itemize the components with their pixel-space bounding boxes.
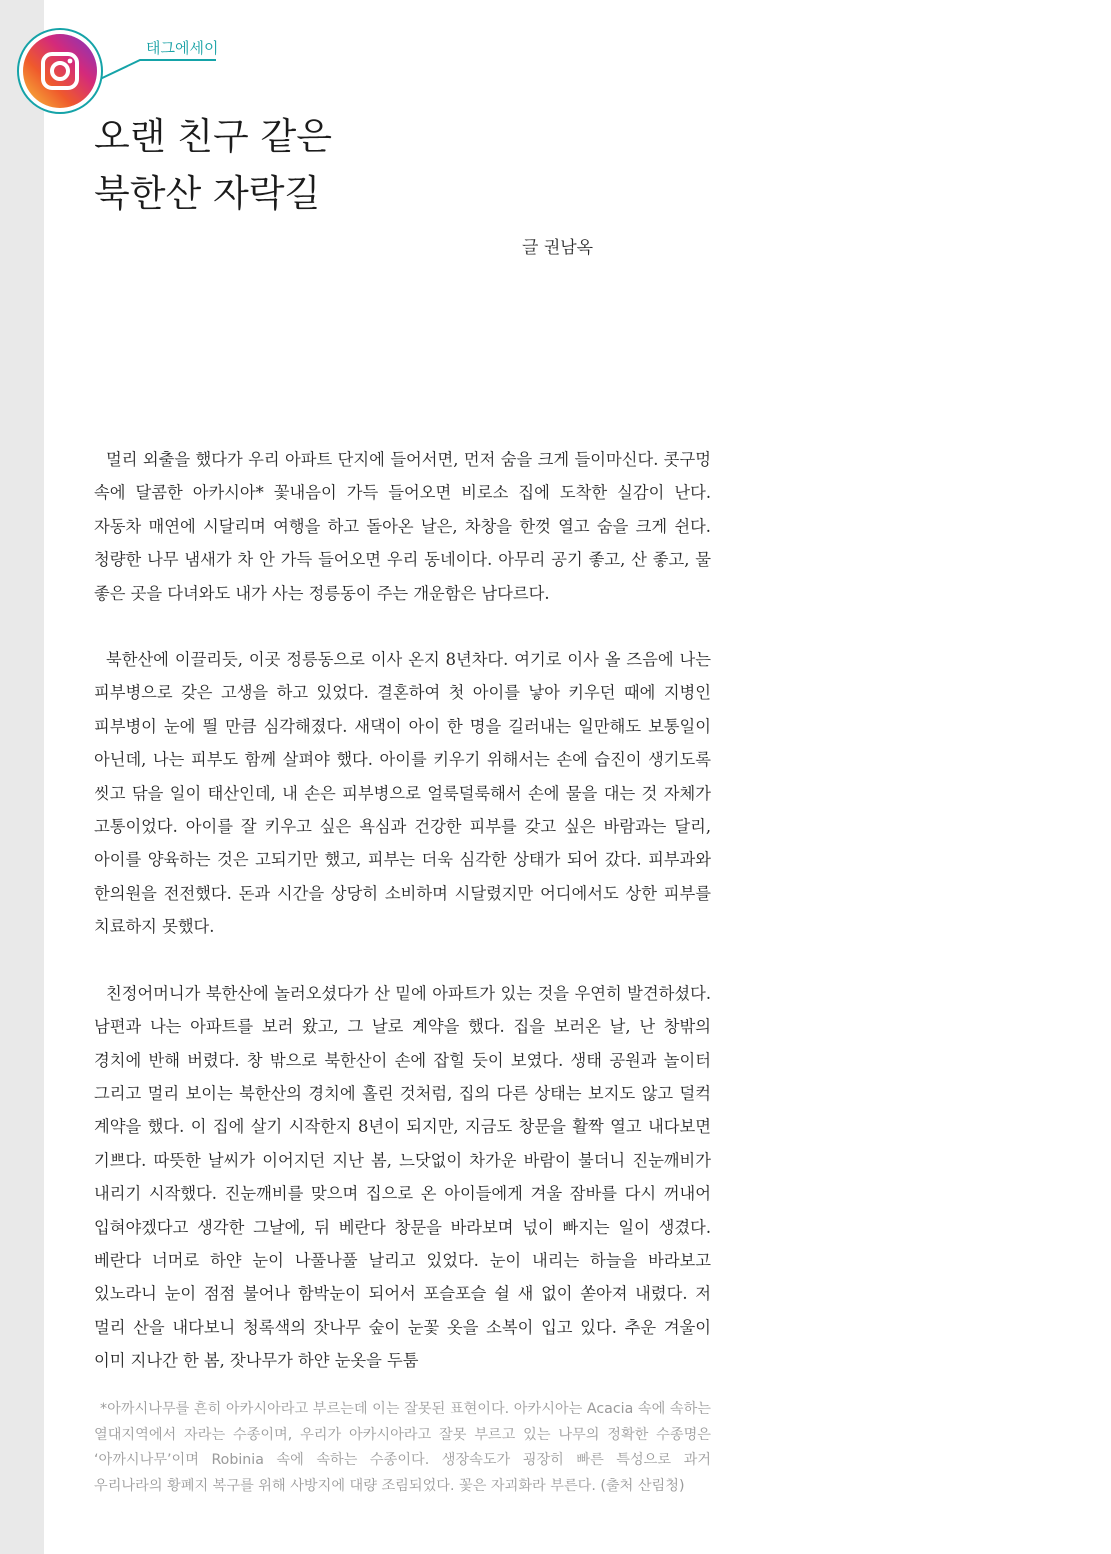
instagram-camera-icon (19, 30, 101, 112)
body-paragraph: 친정어머니가 북한산에 놀러오셨다가 산 밑에 아파트가 있는 것을 우연히 발견하셨다. 남편과 나는 아파트를 보러 왔고, 그 날로 계약을 했다. 집을 보러온 날, 난 창밖의 경치에 반해 버렸다. 창 밖으로 북한산이 손에 잡힐 듯이 보였다. 생태 공원과 놀이터 그리고 멀리 보이는 북한산의 경치에 홀린 것처럼, 집의 다른 상태는 보지도 않고 덜컥 계약을 했다. 이 집에 살기 시작한지 8년이 되지만, 지금도 창문을 활짝 열고 내다보면 기쁘다. 따뜻한 날씨가 이어지던 지난 봄, 느닷없이 차가운 바람이 불더니 진눈깨비가 내리기 시작했다. 진눈깨비를 맞으며 집으로 온 아이들에게 겨울 잠바를 다시 꺼내어 입혀야겠다고 생각한 그날에, 뒤 베란다 창문을 바라보며 넋이 빠지는 일이 생겼다. 베란다 너머로 하얀 눈이 나풀나풀 날리고 있었다. 눈이 내리는 하늘을 바라보고 있노라니 눈이 점점 불어나 함박눈이 되어서 포슬포슬 쉴 새 없이 쏟아져 내렸다. 저 멀리 산을 내다보니 청록색의 잣나무 숲이 눈꽃 옷을 소복이 입고 있다. 추운 겨울이 이미 지나간 한 봄, 잣나무가 하얀 눈옷을 두툼 (94, 983, 711, 1371)
footnote: *아까시나무를 흔히 아카시아라고 부르는데 이는 잘못된 표현이다. 아카시아는 Acacia 속에 속하는 열대지역에서 자라는 수종이며, 우리가 아카시아라고 잘못 부르고 있는 나무의 정확한 수종명은 ‘아까시나무’이며 Robinia 속에 속하는 수종이다. 생장속도가 굉장히 빠른 특성으로 과거 우리나라의 황폐지 복구를 위해 사방지에 대량 조림되었다. 꽃은 자괴화라 부른다. (출처 산림청) (94, 1401, 711, 1494)
title-line-2: 북한산 자락길 (94, 172, 321, 215)
article-body (94, 443, 711, 1378)
category-label: 태그에세이 (146, 39, 219, 57)
author-byline: 글 권남옥 (522, 238, 594, 258)
title-line-1: 오랜 친구 같은 (94, 115, 332, 158)
instagram-logo (17, 28, 103, 114)
body-paragraph: 북한산에 이끌리듯, 이곳 정릉동으로 이사 온지 8년차다. 여기로 이사 올 즈음에 나는 피부병으로 갖은 고생을 하고 있었다. 결혼하여 첫 아이를 낳아 키우던 때에 지병인 피부병이 눈에 띌 만큼 심각해졌다. 새댁이 아이 한 명을 길러내는 일만해도 보통일이 아닌데, 나는 피부도 함께 살펴야 했다. 아이를 키우기 위해서는 손에 습진이 생기도록 씻고 닦을 일이 태산인데, 내 손은 피부병으로 얼룩덜룩해서 손에 물을 대는 것 자체가 고통이었다. 아이를 잘 키우고 싶은 욕심과 건강한 피부를 갖고 싶은 바람과는 달리, 아이를 양육하는 것은 고되기만 했고, 피부는 더욱 심각한 상태가 되어 갔다. 피부과와 한의원을 전전했다. 돈과 시간을 상당히 소비하며 시달렸지만 어디에서도 상한 피부를 치료하지 못했다. (94, 650, 711, 937)
body-paragraph: 멀리 외출을 했다가 우리 아파트 단지에 들어서면, 먼저 숨을 크게 들이마신다. 콧구멍 속에 달콤한 아카시아* 꽃내음이 가득 들어오면 비로소 집에 도착한 실감이 난다. 자동차 매연에 시달리며 여행을 하고 돌아온 날은, 차창을 한껏 열고 숨을 크게 쉰다. 청량한 나무 냄새가 차 안 가득 들어오면 우리 동네이다. 아무리 공기 좋고, 산 좋고, 물 좋은 곳을 다녀와도 내가 사는 정릉동이 주는 개운함은 남다르다. (94, 450, 711, 603)
article-title (94, 108, 332, 222)
page-margin-strip (0, 0, 44, 1554)
